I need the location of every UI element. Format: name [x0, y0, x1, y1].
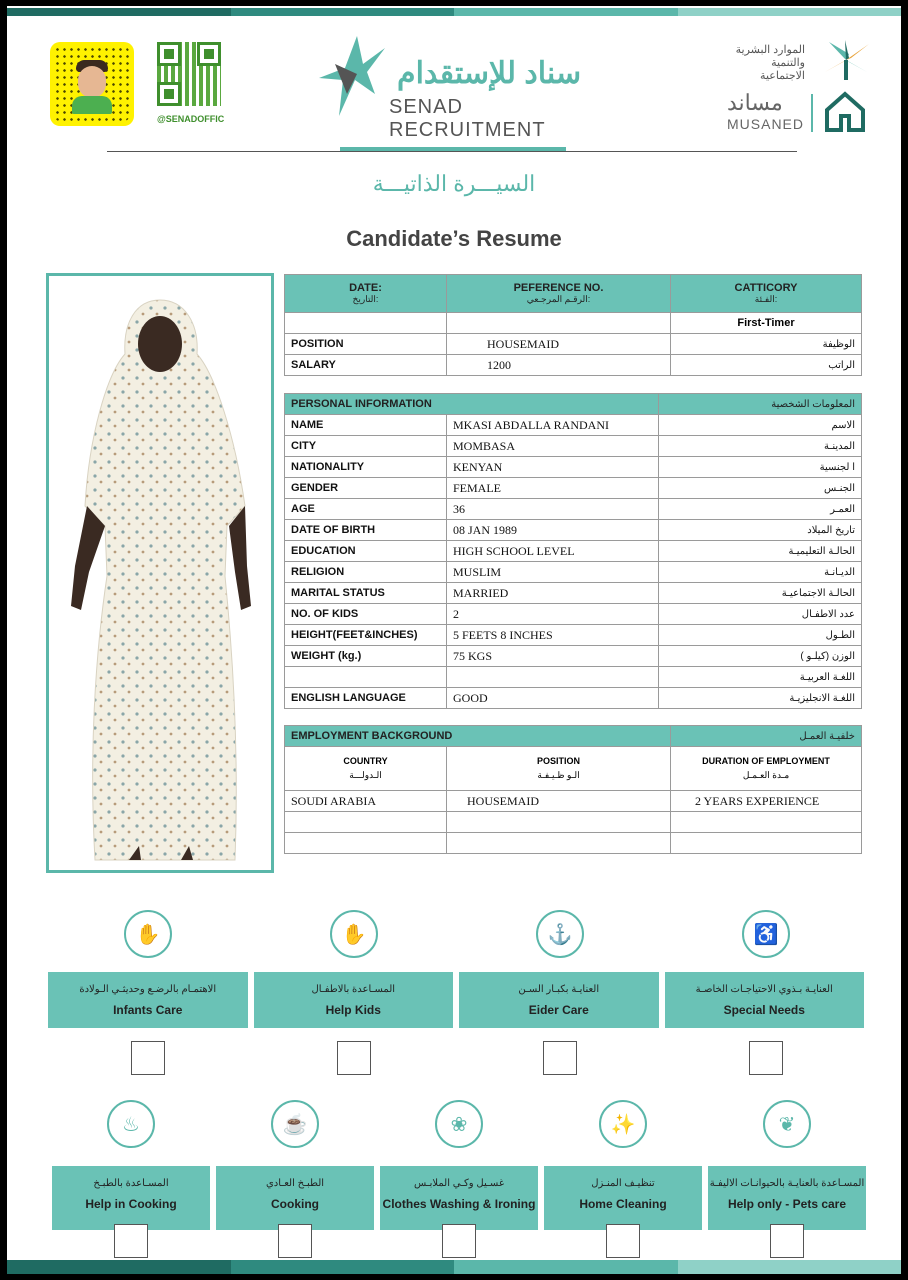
skill-arabic: المسـاعدة بالطبـخ: [93, 1178, 169, 1189]
field-value: 08 JAN 1989: [447, 520, 659, 541]
title-arabic: السيـــرة الذاتيـــة: [372, 171, 536, 196]
skill-arabic: العنايـة بكبـار السـن: [518, 984, 600, 995]
skill-home-cleaning: [544, 1166, 708, 1230]
field-arabic: الحالـة الاجتماعيـة: [659, 583, 862, 604]
ministry-logo: [727, 38, 877, 82]
employment-position: [447, 833, 671, 854]
employment-duration: [671, 833, 862, 854]
skill-checkbox[interactable]: [543, 1041, 577, 1075]
table-row: [285, 688, 862, 709]
employment-header: EMPLOYMENT BACKGROUND: [285, 726, 671, 747]
date-header: DATE: التاريخ:: [285, 275, 447, 313]
skill-arabic: تنظيـف المنـزل: [591, 1178, 655, 1189]
senad-logo: [317, 34, 597, 141]
musaned-logo: [727, 90, 877, 136]
field-arabic: اللغـة العربيـة: [659, 667, 862, 688]
logo-english: SENAD RECRUITMENT: [389, 96, 546, 141]
qr-label: @SENADOFFIC: [157, 114, 225, 124]
field-label: AGE: [285, 499, 447, 520]
table-row: [285, 520, 862, 541]
musaned-arabic: مساند: [727, 90, 783, 115]
table-row: [285, 499, 862, 520]
field-arabic: الوزن (كيلـو ): [659, 646, 862, 667]
table-row: [285, 646, 862, 667]
skill-arabic: المسـاعدة بالعنايـة بالحيوانـات الاليفـة: [709, 1178, 865, 1189]
logo-arabic: سناد للإستقدام: [397, 57, 582, 90]
personal-header: PERSONAL INFORMATION: [285, 394, 659, 415]
field-arabic: الحالـة التعليميـة: [659, 541, 862, 562]
field-arabic: الطـول: [659, 625, 862, 646]
skill-eider-care: [459, 972, 665, 1028]
skill-checkbox[interactable]: [114, 1224, 148, 1258]
skill-checkbox[interactable]: [278, 1224, 312, 1258]
field-value: MKASI ABDALLA RANDANI: [447, 415, 659, 436]
field-label: NAME: [285, 415, 447, 436]
field-value: MUSLIM: [447, 562, 659, 583]
snapchat-code-icon: [50, 42, 134, 126]
field-label: MARITAL STATUS: [285, 583, 447, 604]
top-table: [284, 274, 862, 376]
table-row: [285, 791, 862, 812]
field-label: NATIONALITY: [285, 457, 447, 478]
skill-label: Eider Care: [528, 1003, 589, 1017]
skill-cooking: [216, 1166, 380, 1230]
field-label: GENDER: [285, 478, 447, 499]
category-value: First-Timer: [671, 313, 862, 334]
field-label: [285, 667, 447, 688]
position-arabic: الوظيفة: [671, 334, 862, 355]
skill-clothes-washing-ironing: [380, 1166, 544, 1230]
top-stripe: [7, 8, 901, 16]
skill-arabic: المسـاعدة بالاطفـال: [311, 984, 396, 995]
resume-page: [7, 6, 901, 1274]
wheelchair-icon: ♿: [742, 910, 790, 958]
broom-icon: ✨: [599, 1100, 647, 1148]
skill-arabic: الاهتمـام بالرضـع وحديثـي الـولادة: [79, 984, 217, 995]
employment-country: [285, 833, 447, 854]
field-value: 2: [447, 604, 659, 625]
skill-checkbox[interactable]: [337, 1041, 371, 1075]
skill-label: Help in Cooking: [85, 1197, 177, 1211]
skill-help-kids: [254, 972, 460, 1028]
field-arabic: عدد الاطفـال: [659, 604, 862, 625]
field-label: WEIGHT (kg.): [285, 646, 447, 667]
field-value: [447, 667, 659, 688]
bottom-stripe: [7, 1260, 901, 1274]
employment-table: [284, 725, 862, 854]
pet-hand-icon: ❦: [763, 1100, 811, 1148]
employment-country: [285, 812, 447, 833]
palm-icon: [819, 38, 873, 82]
field-label: RELIGION: [285, 562, 447, 583]
position-label: POSITION: [285, 334, 447, 355]
field-value: 5 FEETS 8 INCHES: [447, 625, 659, 646]
skill-infants-care: [48, 972, 254, 1028]
employment-position: HOUSEMAID: [447, 791, 671, 812]
header-divider: [107, 151, 797, 152]
skills-row-2: [52, 1166, 874, 1230]
skill-checkbox[interactable]: [606, 1224, 640, 1258]
field-arabic: الاسم: [659, 415, 862, 436]
employment-header-arabic: خلفيـة العمـل: [671, 726, 862, 747]
field-arabic: اللغـة الانجليزيـة: [659, 688, 862, 709]
employment-country: SOUDI ARABIA: [285, 791, 447, 812]
table-row: [285, 436, 862, 457]
header-divider-accent: [340, 147, 566, 151]
skill-arabic: الطبـخ العـادي: [265, 1178, 325, 1189]
field-value: 75 KGS: [447, 646, 659, 667]
ministry-name: الموارد البشرية والتنمية الاجتماعية: [735, 44, 805, 82]
field-arabic: تاريخ الميلاد: [659, 520, 862, 541]
skill-help-only-pets-care: [708, 1166, 872, 1230]
field-value: MOMBASA: [447, 436, 659, 457]
category-header: CATTICORY الفـئة:: [671, 275, 862, 313]
employment-duration: [671, 812, 862, 833]
skill-arabic: العنايـة بـذوي الاحتياجـات الخاصـة: [695, 984, 833, 995]
skill-label: Cooking: [271, 1197, 319, 1211]
skill-label: Home Cleaning: [579, 1197, 667, 1211]
duration-col-header: DURATION OF EMPLOYMENT مـدة العـمـل: [671, 747, 862, 791]
skill-label: Help Kids: [325, 1003, 381, 1017]
skill-checkbox[interactable]: [442, 1224, 476, 1258]
field-value: FEMALE: [447, 478, 659, 499]
skill-special-needs: [665, 972, 871, 1028]
table-row: [285, 541, 862, 562]
skill-checkbox[interactable]: [749, 1041, 783, 1075]
page-title: Candidate’s Resume: [346, 226, 562, 251]
skill-checkbox[interactable]: [131, 1041, 165, 1075]
personal-info-table: [284, 393, 862, 709]
field-label: DATE OF BIRTH: [285, 520, 447, 541]
table-row: [285, 625, 862, 646]
country-col-header: COUNTRY الـدولـــة: [285, 747, 447, 791]
shirt-icon: ❀: [435, 1100, 483, 1148]
field-value: 36: [447, 499, 659, 520]
reference-header: PEFERENCE NO. الرقـم المرجـعي:: [447, 275, 671, 313]
skills-row-1: [48, 972, 870, 1028]
qr-code-icon: [157, 42, 221, 106]
table-row: [285, 457, 862, 478]
senad-star-icon: [317, 34, 387, 124]
salary-arabic: الراتب: [671, 355, 862, 376]
position-value: HOUSEMAID: [447, 334, 671, 355]
field-arabic: المدينـة: [659, 436, 862, 457]
field-arabic: الديـانـة: [659, 562, 862, 583]
skill-help-in-cooking: [52, 1166, 216, 1230]
field-label: NO. OF KIDS: [285, 604, 447, 625]
skill-checkbox[interactable]: [770, 1224, 804, 1258]
field-arabic: العمـر: [659, 499, 862, 520]
table-row: [285, 415, 862, 436]
field-arabic: ا لجنسية: [659, 457, 862, 478]
skill-label: Clothes Washing & Ironing: [382, 1197, 536, 1211]
field-label: HEIGHT(FEET&INCHES): [285, 625, 447, 646]
employment-duration: 2 YEARS EXPERIENCE: [671, 791, 862, 812]
employment-position: [447, 812, 671, 833]
field-label: CITY: [285, 436, 447, 457]
hand-icon: ✋: [330, 910, 378, 958]
field-value: KENYAN: [447, 457, 659, 478]
field-label: EDUCATION: [285, 541, 447, 562]
chef-icon: ♨: [107, 1100, 155, 1148]
field-arabic: الجنـس: [659, 478, 862, 499]
skill-label: Help only - Pets care: [727, 1197, 847, 1211]
skill-label: Special Needs: [723, 1003, 805, 1017]
musaned-english: MUSANED: [727, 116, 805, 132]
table-row: [285, 583, 862, 604]
table-row: [285, 833, 862, 854]
candidate-photo: [46, 273, 274, 873]
baby-hands-icon: ✋: [124, 910, 172, 958]
position-col-header: POSITION الـو ظـيـفـة: [447, 747, 671, 791]
skill-label: Infants Care: [113, 1003, 183, 1017]
salary-value: 1200: [447, 355, 671, 376]
table-row: [285, 562, 862, 583]
table-row: [285, 812, 862, 833]
table-row: [285, 604, 862, 625]
personal-header-arabic: المعلومات الشخصية: [659, 394, 862, 415]
elderly-icon: ⚓: [536, 910, 584, 958]
field-value: HIGH SCHOOL LEVEL: [447, 541, 659, 562]
salary-label: SALARY: [285, 355, 447, 376]
field-value: MARRIED: [447, 583, 659, 604]
pot-icon: ☕: [271, 1100, 319, 1148]
skill-arabic: غسـيل وكـي الملابـس: [413, 1178, 505, 1189]
field-label: ENGLISH LANGUAGE: [285, 688, 447, 709]
table-row: [285, 478, 862, 499]
house-icon: [823, 90, 867, 134]
field-value: GOOD: [447, 688, 659, 709]
table-row: [285, 667, 862, 688]
